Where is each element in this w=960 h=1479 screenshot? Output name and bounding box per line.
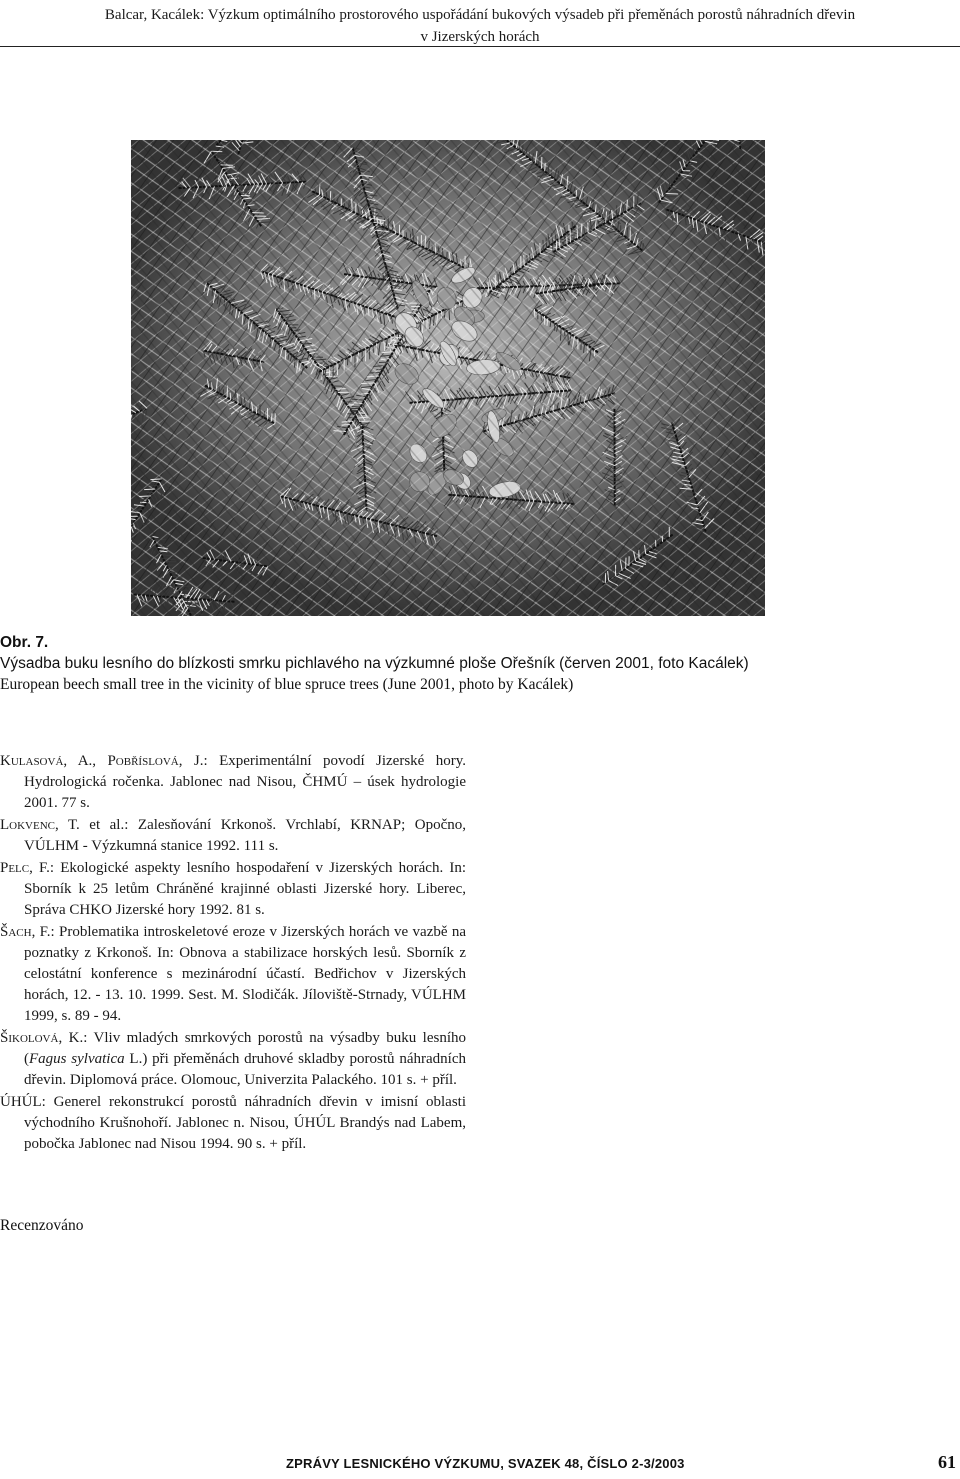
reference-item bbox=[0, 751, 466, 814]
figure-caption-czech: Výsadba buku lesního do blízkosti smrku pichlavého na výzkumné ploše Ořešník (červen 2001, foto Kacálek) bbox=[0, 655, 749, 672]
reference-author: Kulasová, A., Pobříslová, J. bbox=[0, 753, 204, 769]
reference-item bbox=[0, 922, 466, 1027]
reference-item bbox=[0, 815, 466, 857]
reference-author: Pelc, F. bbox=[0, 860, 50, 876]
running-header bbox=[0, 4, 960, 48]
reference-species-italic: Fagus sylvatica bbox=[29, 1051, 125, 1067]
reference-author: Lokvenc, T. bbox=[0, 817, 80, 833]
reviewed-note: Recenzováno bbox=[0, 1217, 84, 1234]
reference-author: Šikolová, K. bbox=[0, 1030, 84, 1046]
figure-caption-english: European beech small tree in the vicinity of blue spruce trees (June 2001, photo by Kacálek) bbox=[0, 676, 574, 693]
reference-text: : Experimentální povodí Jizerské hory. Hydrologická ročenka. Jablonec nad Nisou, ČHMÚ – úsek hydrologie 2001. 77 s. bbox=[24, 753, 467, 811]
page-number: 61 bbox=[938, 1452, 956, 1472]
reference-text: L.) při přeměnách druhové skladby porostů náhradních dřevin. Diplomová práce. Olomouc, Univerzita Palackého. 101 s. + příl. bbox=[24, 1051, 466, 1088]
photo-beech-among-spruce-icon bbox=[131, 140, 765, 616]
reference-text: : Ekologické aspekty lesního hospodaření v Jizerských horách. In: Sborník k 25 letům Chráněné krajinné oblasti Jizerské hory. Liberec, Správa CHKO Jizerské hory 1992. 81 s. bbox=[24, 860, 466, 918]
reference-list bbox=[0, 751, 466, 1156]
figure-photo bbox=[131, 140, 765, 616]
reference-text: : Vliv mladých smrkových porostů na výsadby buku lesního ( bbox=[24, 1030, 467, 1067]
header-divider bbox=[0, 46, 960, 47]
figure-label: Obr. 7. bbox=[0, 634, 49, 651]
running-header-line-1: Balcar, Kacálek: Výzkum optimálního prostorového uspořádání bukových výsadeb při přeměnách porostů náhradních dřevin bbox=[104, 7, 856, 23]
reference-author: Šach, F. bbox=[0, 924, 51, 940]
reference-item bbox=[0, 1028, 466, 1091]
running-header-line-2: v Jizerských horách bbox=[420, 29, 540, 45]
footer-journal-title: ZPRÁVY LESNICKÉHO VÝZKUMU, SVAZEK 48, ČÍSLO 2-3/2003 bbox=[286, 1456, 685, 1471]
reference-text: ÚHÚL: Generel rekonstrukcí porostů náhradních dřevin v imisní oblasti východního Krušnohoří. Jablonec n. Nisou, ÚHÚL Brandýs nad Labem, pobočka Jablonec nad Nisou 1994. 90 s. + příl. bbox=[0, 1094, 466, 1152]
reference-text: : Problematika introskeletové eroze v Jizerských horách ve vazbě na poznatky z Krkonoš. In: Obnova a stabilizace horských lesů. Sborník z celostátní konference s mezinárodní účastí. Bedřichov v Jizerských horách, 12. - 13. 10. 1999. Sest. M. Slodičák. Jíloviště-Strnady, VÚLHM 1999, s. 89 - 94. bbox=[24, 924, 466, 1024]
reference-item bbox=[0, 858, 466, 921]
reference-text: et al.: Zalesňování Krkonoš. Vrchlabí, KRNAP; Opočno, VÚLHM - Výzkumná stanice 1992. 111 s. bbox=[24, 817, 466, 854]
page-footer bbox=[0, 1452, 960, 1478]
reference-item bbox=[0, 1092, 466, 1155]
figure-caption bbox=[0, 632, 960, 695]
